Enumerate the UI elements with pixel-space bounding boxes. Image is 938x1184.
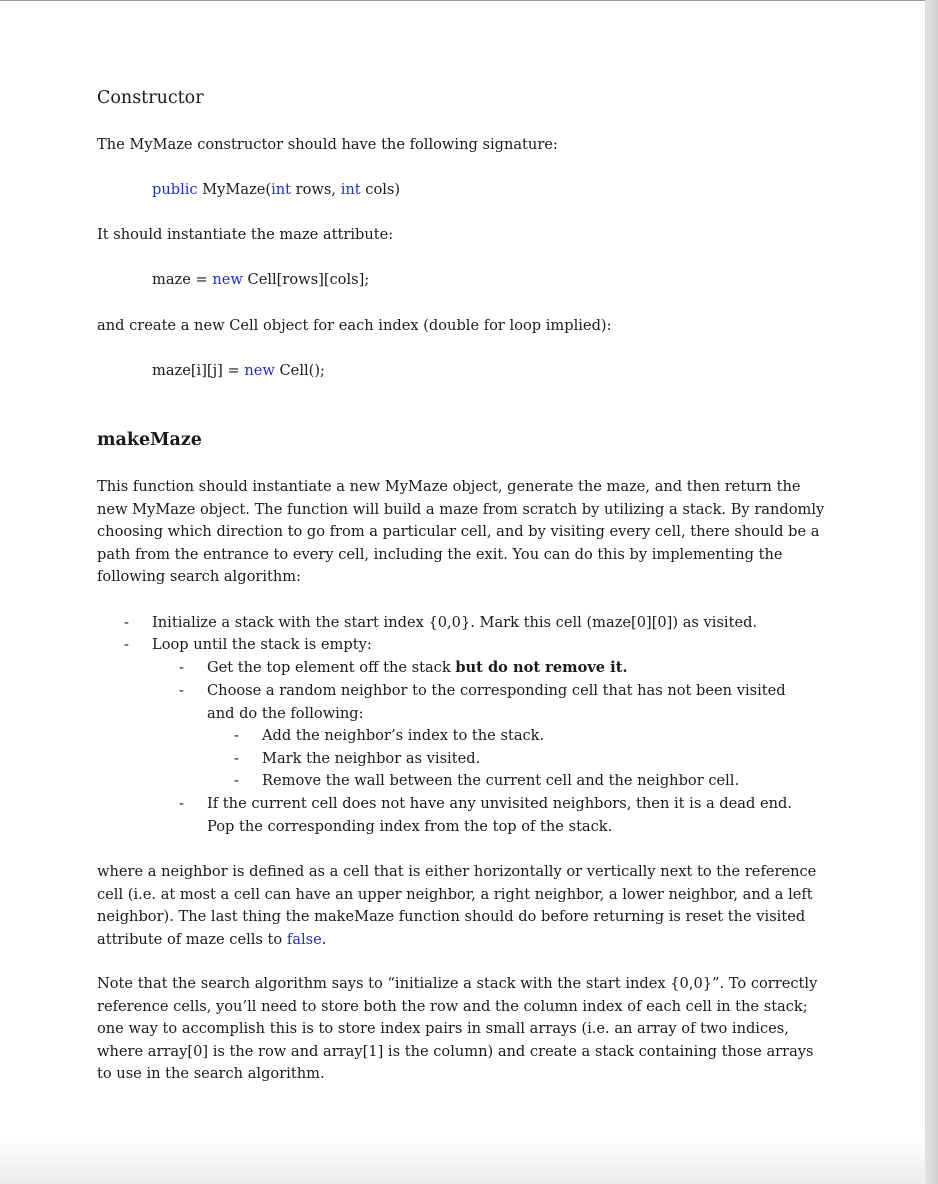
page-top-border <box>0 0 938 1</box>
bullet-dash: - <box>124 614 129 631</box>
keyword-int: int <box>340 181 361 198</box>
instantiate-text: It should instantiate the maze attribute: <box>97 226 394 243</box>
right-edge-shadow <box>925 0 938 1184</box>
bullet-dash: - <box>234 772 239 789</box>
bottom-edge-shadow <box>0 1134 926 1184</box>
constructor-signature: public MyMaze(int rows, int cols) <box>152 181 401 198</box>
bullet-dash: - <box>124 636 129 653</box>
create-cell-text: and create a new Cell object for each index (double for loop implied): <box>97 317 612 334</box>
bullet-dash: - <box>179 659 184 676</box>
bullet-dash: - <box>234 750 239 767</box>
keyword-public: public <box>152 181 198 198</box>
keyword-int: int <box>271 181 292 198</box>
bullet-dash: - <box>234 727 239 744</box>
constructor-intro: The MyMaze constructor should have the following signature: <box>97 136 558 153</box>
bullet-dash: - <box>179 682 184 699</box>
neighbor-definition-paragraph: where a neighbor is defined as a cell that is either horizontally or vertically next to the reference cell (i.e. at most a cell can have an upper neighbor, a right neighbor, a lower neighbor, and a left neighbor). The last thing the makeMaze function should do before returning is reset the visited attribute of maze cells to false. <box>97 863 817 948</box>
keyword-new: new <box>244 362 275 379</box>
bullet-remove-wall: Remove the wall between the current cell and the neighbor cell. <box>262 772 740 789</box>
keyword-new: new <box>212 271 243 288</box>
bullet-loop: Loop until the stack is empty: <box>152 636 372 653</box>
cell-assignment-code: maze[i][j] = new Cell(); <box>152 362 325 379</box>
constructor-heading: Constructor <box>97 88 204 108</box>
bullet-add-neighbor: Add the neighbor’s index to the stack. <box>262 727 545 744</box>
bullet-mark-visited: Mark the neighbor as visited. <box>262 750 481 767</box>
keyword-false: false <box>286 930 322 948</box>
bullet-initialize-stack: Initialize a stack with the start index {0,0}. Mark this cell (maze[0][0]) as visited. <box>152 614 758 631</box>
bullet-get-top: Get the top element off the stack but do not remove it. <box>207 659 628 676</box>
makemaze-heading: makeMaze <box>97 430 202 450</box>
maze-assignment-code: maze = new Cell[rows][cols]; <box>152 271 370 288</box>
makemaze-intro-paragraph: This function should instantiate a new MyMaze object, generate the maze, and then return the new MyMaze object. The function will build a maze from scratch by utilizing a stack. By randomly choosing which direction to go from a particular cell, and by visiting every cell, there should be a path from the entrance to every cell, including the exit. You can do this by implementing the following search algorithm: <box>97 478 825 586</box>
note-paragraph: Note that the search algorithm says to “initialize a stack with the start index {0,0}”. To correctly reference cells, you’ll need to store both the row and the column index of each cell in the stack; one way to accomplish this is to store index pairs in small arrays (i.e. an array of two indices, where array[0] is the row and array[1] is the column) and create a stack containing those arrays to use in the search algorithm. <box>97 975 818 1083</box>
bullet-choose-neighbor: Choose a random neighbor to the corresponding cell that has not been visited and do the following: <box>207 682 786 722</box>
bullet-dash: - <box>179 795 184 812</box>
bullet-dead-end: If the current cell does not have any unvisited neighbors, then it is a dead end. Pop the corresponding index from the top of the stack. <box>207 795 792 835</box>
